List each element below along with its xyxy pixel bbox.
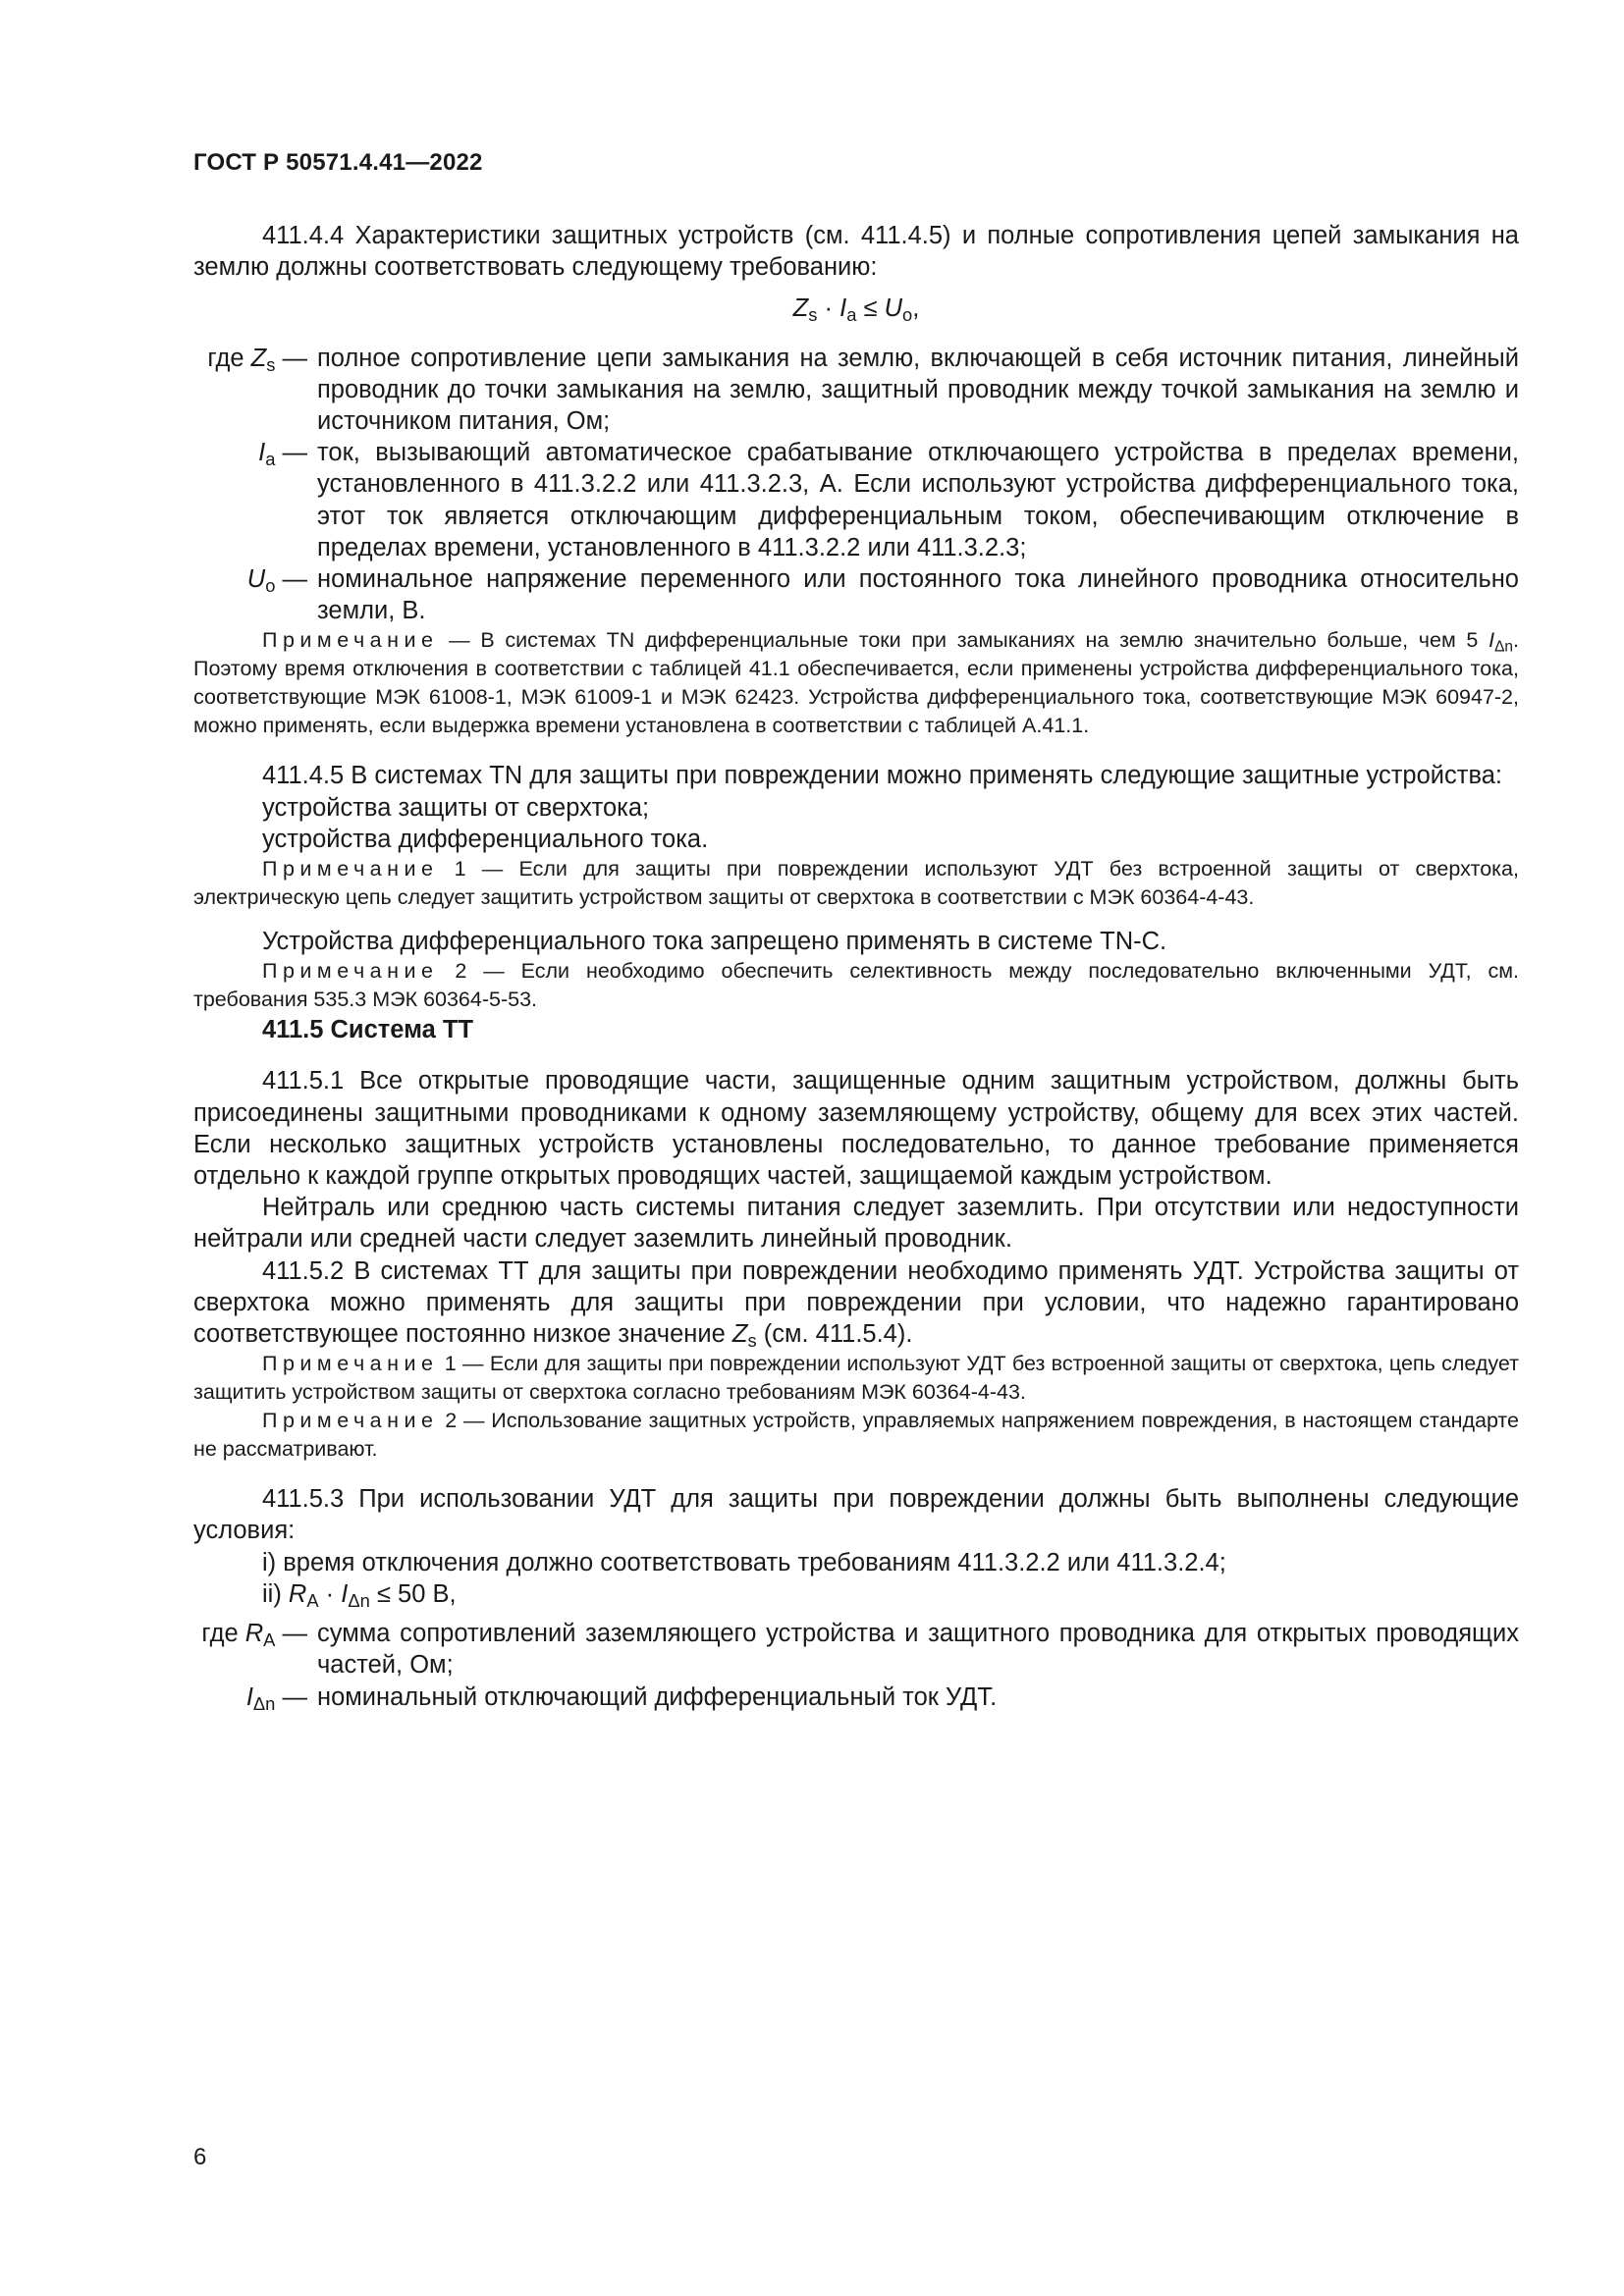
condition-ii [193, 1578, 1519, 1610]
def-symbol-z: Z [250, 344, 267, 372]
def-text-idn: номинальный отключающий дифференциальный ток УДТ. [317, 1682, 998, 1711]
cond-symbol-r: R [288, 1579, 307, 1608]
def-symbol-i: I [258, 439, 266, 467]
condition-i: i) время отключения должно соответствовать требованиям 411.3.2.2 или 411.3.2.4; [262, 1548, 1226, 1576]
note-label: Примечание [262, 1409, 439, 1433]
note-symbol-i: I [1489, 628, 1495, 653]
def-symbol-idn-sub: Δn [252, 1692, 276, 1714]
paragraph-411-4-5: 411.4.5 В системах TN для защиты при повреждении можно применять следующие защитные устройства: [262, 762, 1502, 790]
section-heading-411-5: 411.5 Система ТТ [262, 1016, 474, 1044]
paragraph-411-5-3: 411.5.3 При использовании УДТ для защиты при повреждении должны быть выполнены следующие условия: [193, 1485, 1519, 1545]
def-dash: — [282, 344, 307, 372]
note-text: 2 — Использование защитных устройств, управляемых напряжением повреждения, в настоящем стандарте не рассматривают. [193, 1409, 1519, 1462]
def-label-zs [193, 343, 317, 438]
note-label: Примечание [262, 1352, 439, 1376]
def-symbol-r: R [244, 1620, 264, 1648]
note-1-411-5-2 [193, 1350, 1519, 1407]
cond-dot: · [318, 1579, 342, 1608]
p-411-5-2-text-b: (см. 411.5.4). [756, 1320, 913, 1349]
def-label-ra [193, 1618, 317, 1681]
def-symbol-i-sub: a [265, 449, 276, 470]
note-label: Примечание [262, 959, 439, 984]
page-number: 6 [193, 2144, 207, 2170]
standard-header: ГОСТ Р 50571.4.41—2022 [193, 149, 483, 176]
def-symbol-idn: I [245, 1682, 253, 1711]
definitions-list-2 [193, 1618, 1519, 1713]
formula-i-sub: a [846, 304, 857, 326]
def-label-uo [193, 563, 317, 626]
formula-i: I [839, 294, 847, 323]
note-text: 2 — Если необходимо обеспечить селективность между последовательно включенными УДТ, см. требования 535.3 МЭК 60364-5-53. [193, 959, 1519, 1012]
note-text-b: . Поэтому время отключения в соответствии с таблицей 41.1 обеспечивается, если применены устройства дифференциального тока, соответствующие МЭК 61008-1, МЭК 61009-1 и МЭК 62423. Устройства дифференциального тока, соответствующие МЭК 60947-2, можно применять, если выдержка времени установлена в соответствии с таблицей А.41.1. [193, 628, 1519, 738]
def-text-ra: сумма сопротивлений заземляющего устройства и защитного проводника для открытых проводящих частей, Ом; [317, 1620, 1519, 1680]
note-411-4-4 [193, 626, 1519, 740]
def-text-zs: полное сопротивление цепи замыкания на землю, включающей в себя источник питания, линейный проводник до точки замыкания на землю, защитный проводник между точкой замыкания на землю и источником питания, Ом; [317, 344, 1519, 436]
page-body [193, 220, 1519, 1713]
formula-comma: , [912, 294, 920, 323]
formula-u: U [884, 294, 903, 323]
note-symbol-sub: Δn [1494, 638, 1514, 656]
note-label: Примечание [262, 628, 439, 653]
list-item: устройства защиты от сверхтока; [262, 793, 650, 822]
def-dash: — [282, 565, 307, 594]
cond-symbol-r-sub: A [306, 1590, 319, 1612]
definitions-list-1 [193, 343, 1519, 627]
where-word: где [201, 1620, 239, 1648]
def-symbol-r-sub: A [263, 1629, 276, 1651]
note-text: 1 — Если для защиты при повреждении используют УДТ без встроенной защиты от сверхтока, цепь следует защитить устройством защиты от сверхтока согласно требованиям МЭК 60364-4-43. [193, 1352, 1519, 1405]
formula-zs-ia-uo [193, 293, 1519, 324]
def-label-idn [193, 1682, 317, 1713]
formula-le: ≤ [856, 294, 885, 323]
def-dash: — [282, 1682, 307, 1711]
cond-prefix: ii) [262, 1579, 289, 1608]
def-dash: — [282, 439, 307, 467]
def-symbol-u: U [246, 565, 266, 594]
paragraph-411-5-2 [193, 1255, 1519, 1351]
p-411-5-2-symbol-sub: s [747, 1330, 757, 1352]
where-word: где [207, 344, 244, 372]
list-item: устройства дифференциального тока. [262, 825, 709, 853]
cond-symbol-i-sub: Δn [348, 1590, 370, 1612]
paragraph-neutral: Нейтраль или среднюю часть системы питания следует заземлить. При отсутствии или недоступности нейтрали или средней части следует заземлить линейный проводник. [193, 1194, 1519, 1254]
note-2-411-4-5 [193, 957, 1519, 1014]
def-text-ia: ток, вызывающий автоматическое срабатывание отключающего устройства в пределах времени, установленного в 411.3.2.2 или 411.3.2.3, А. Если используют устройства дифференциального тока, этот ток является отключающим дифференциальным током, обеспечивающим отключение в пределах времени, установленного в 411.3.2.2 или 411.3.2.3; [317, 439, 1519, 561]
cond-symbol-i: I [341, 1579, 349, 1608]
def-symbol-z-sub: s [266, 353, 276, 375]
formula-dot: · [817, 294, 840, 323]
note-text-a: — В системах TN дифференциальные токи при замыканиях на землю значительно больше, чем 5 [438, 628, 1489, 653]
note-1-411-4-5 [193, 855, 1519, 912]
formula-z: Z [792, 294, 809, 323]
def-label-ia [193, 437, 317, 563]
def-dash: — [282, 1620, 307, 1648]
paragraph-411-4-4: 411.4.4 Характеристики защитных устройств (см. 411.4.5) и полные сопротивления цепей замыкания на землю должны соответствовать следующему требованию: [193, 222, 1519, 282]
cond-rest: ≤ 50 В, [369, 1579, 457, 1608]
formula-z-sub: s [808, 304, 818, 326]
paragraph-411-5-1: 411.5.1 Все открытые проводящие части, защищенные одним защитным устройством, должны быть присоединены защитными проводниками к одному заземляющему устройству, общему для всех этих частей. Если несколько защитных устройств установлены последовательно, то данное требование применяется отдельно к каждой группе открытых проводящих частей, защищаемой каждым устройством. [193, 1067, 1519, 1191]
note-2-411-5-2 [193, 1407, 1519, 1464]
p-411-5-2-symbol-z: Z [731, 1320, 748, 1349]
paragraph-tn-c: Устройства дифференциального тока запрещено применять в системе TN-C. [262, 928, 1167, 956]
formula-u-sub: o [902, 304, 913, 326]
note-text: 1 — Если для защиты при повреждении используют УДТ без встроенной защиты от сверхтока, электрическую цепь следует защитить устройством защиты от сверхтока в соответствии с МЭК 60364-4-43. [193, 857, 1519, 910]
note-label: Примечание [262, 857, 439, 881]
def-symbol-u-sub: o [265, 575, 276, 597]
def-text-uo: номинальное напряжение переменного или постоянного тока линейного проводника относительно земли, В. [317, 565, 1519, 625]
p-411-5-2-text-a: 411.5.2 В системах ТТ для защиты при повреждении необходимо применять УДТ. Устройства защиты от сверхтока можно применять для защиты при повреждении при условии, что надежно гарантировано соответствующее постоянно низкое значение [193, 1256, 1519, 1349]
